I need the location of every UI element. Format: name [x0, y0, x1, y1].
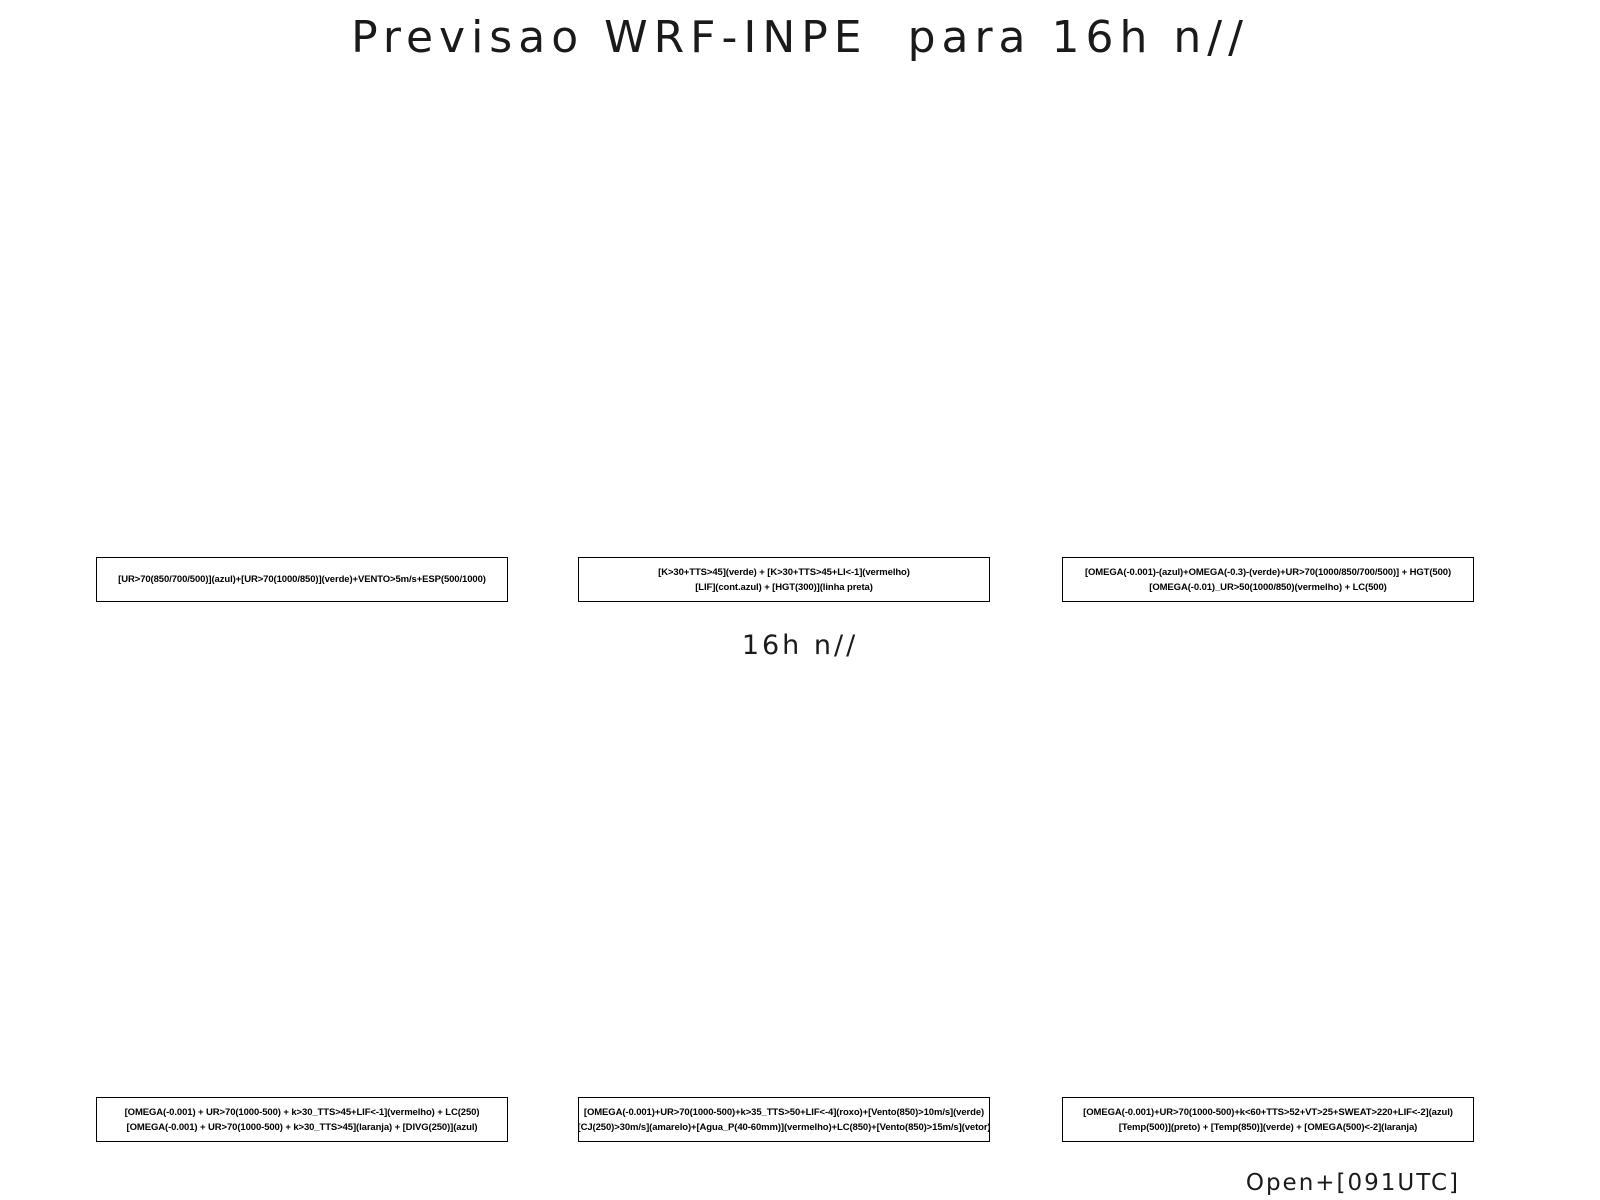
legend-line: [OMEGA(-0.001) + UR>70(1000-500) + k>30_TTS>45+LIF<-1](vermelho) + LC(250) — [124, 1106, 480, 1118]
legend-line: [CJ(250)>30m/s](amarelo)+[Agua_P(40-60mm)](vermelho)+LC(850)+[Vento(850)>15m/s](vetor) — [577, 1121, 991, 1133]
legend-line: [OMEGA(-0.001)+UR>70(1000-500)+k<60+TTS>52+VT>25+SWEAT>220+LIF<-2](azul) — [1083, 1106, 1453, 1118]
legend-line: [OMEGA(-0.001) + UR>70(1000-500) + k>30_TTS>45](laranja) + [DIVG(250)](azul) — [126, 1121, 478, 1133]
legend-line: [LIF](cont.azul) + [HGT(300)](linha preta) — [695, 581, 873, 593]
legend-line: [K>30+TTS>45](verde) + [K>30+TTS>45+LI<-1](vermelho) — [658, 566, 910, 578]
legend-line: [OMEGA(-0.001)+UR>70(1000-500)+k>35_TTS>50+LIF<-4](roxo)+[Vento(850)>10m/s](verde) — [583, 1106, 985, 1118]
legend-line: [OMEGA(-0.01)_UR>50(1000/850)(vermelho) + LC(500) — [1149, 581, 1387, 593]
legend-line: [OMEGA(-0.001)-(azul)+OMEGA(-0.3)-(verde)+UR>70(1000/850/700/500)] + HGT(500) — [1084, 566, 1452, 578]
legend-line: [UR>70(850/700/500)](azul)+[UR>70(1000/850)](verde)+VENTO>5m/s+ESP(500/1000) — [118, 574, 486, 585]
legend-box-top-center — [578, 557, 990, 602]
legend-box-bottom-right — [1062, 1097, 1474, 1142]
legend-line: [Temp(500)](preto) + [Temp(850)](verde) + [OMEGA(500)<-2](laranja) — [1118, 1121, 1418, 1133]
legend-box-bottom-left — [96, 1097, 508, 1142]
middle-section-label: 16h n// — [741, 630, 859, 661]
page-title: Previsao WRF-INPE para 16h n// — [351, 12, 1249, 63]
legend-box-top-right — [1062, 557, 1474, 602]
legend-box-bottom-center — [578, 1097, 990, 1142]
footer-label: Open+[091UTC] — [1245, 1170, 1460, 1196]
legend-box-top-left — [96, 557, 508, 602]
